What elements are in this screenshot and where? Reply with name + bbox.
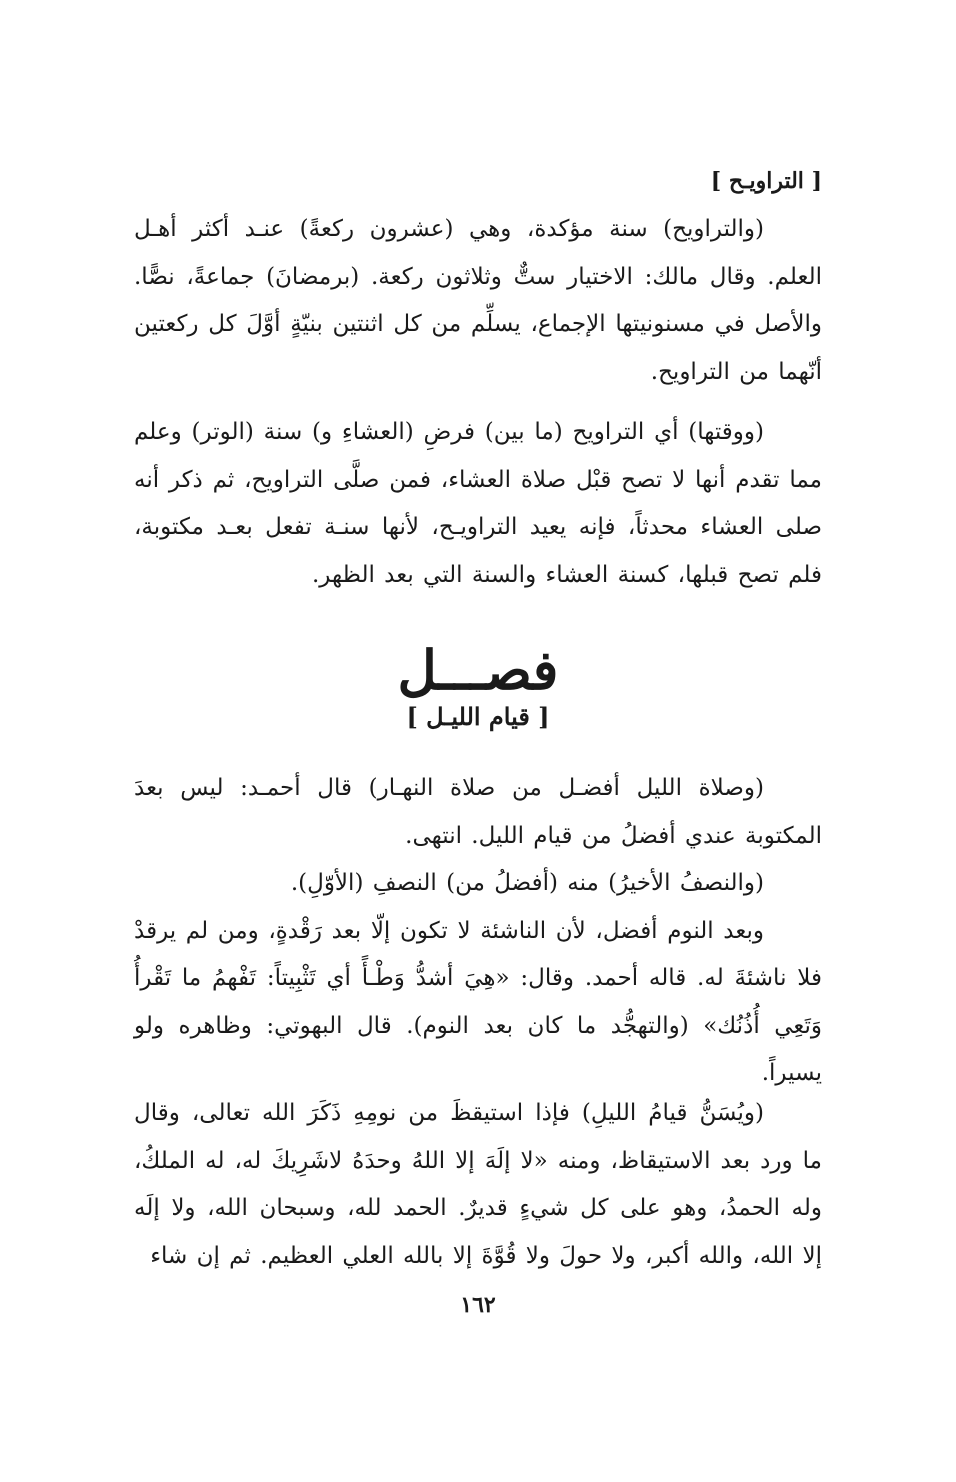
- chapter-subheading: [ قيام الليـل ]: [406, 702, 550, 731]
- section-heading-tarawih: [ التراويـح ]: [710, 168, 822, 194]
- night-prayer-block-2: [134, 1090, 822, 1280]
- tarawih-block-1: [134, 206, 822, 396]
- paragraph: (وصلاة الليل أفضـل من صلاة النهـار) قال أحمـد: ليس بعدَ المكتوبة عندي أفضلُ من قيام الليل. انتهى.: [134, 775, 822, 849]
- tarawih-block-2: [134, 409, 822, 599]
- paragraph: وبعد النوم أفضل، لأن الناشئة لا تكون إلّا بعد رَقْدةٍ، ومن لم يرقدْ فلا ناشئةَ له. قاله أحمد. وقال: «هِيَ أشدُّ وَطْـأً أي تَثْبِيتاً: تَفْهمُ ما تَقْرأُ وَتَعِي أُذُنُك» (والتهجُّد ما كان بعد النوم). قال البهوتي: وظاهره ولو يسيراً.: [134, 917, 822, 1086]
- paragraph: (ووقتها) أي التراويح (ما بين) فرضِ (العشاءِ و) سنة (الوتر) وعلم مما تقدم أنها لا تصح قبْل صلاة العشاء، فمن صلَّى التراويح، ثم ذكر أنه صلى العشاء محدثاً، فإنه يعيد التراويـح، لأنها سنـة تفعل بعـد مكتوبة، فلم تصح قبلها، كسنة العشاء والسنة التي بعد الظهر.: [134, 419, 822, 588]
- page-number: ١٦٢: [460, 1292, 496, 1318]
- paragraph: (والنصفُ الأخيرُ) منه (أفضلُ من) النصفِ (الأوّلِ).: [290, 870, 764, 896]
- chapter-title-fasl: فصـــل: [397, 638, 559, 702]
- night-prayer-block: [134, 765, 822, 1098]
- paragraph: (ويُسَنُّ قيامُ الليلِ) فإذا استيقظَ من نومِهِ ذَكَرَ الله تعالى، وقال ما ورد بعد الاستيقاظ، ومنه «لا إلَهَ إلا اللهُ وحدَهُ لاشَرِيكَ له، له الملكُ، وله الحمدُ، وهو على كل شيءٍ قديرٌ. الحمد لله، وسبحان الله، ولا إلَه إلا الله، والله أكبر، ولا حولَ ولا قُوَّةَ إلا بالله العلي العظيم. ثم إن شاء: [134, 1100, 822, 1269]
- paragraph: (والتراويح) سنة مؤكدة، وهي (عشرون ركعةً) عنـد أكثر أهـل العلم. وقال مالك: الاختيار ستٌّ وثلاثون ركعة. (برمضانَ) جماعةً، نصًّا. والأصل في مسنونيتها الإجماع، يسلِّم من كل اثنتين بنيّةٍ أوَّلَ كل ركعتين أنّهما من التراويح.: [134, 216, 822, 385]
